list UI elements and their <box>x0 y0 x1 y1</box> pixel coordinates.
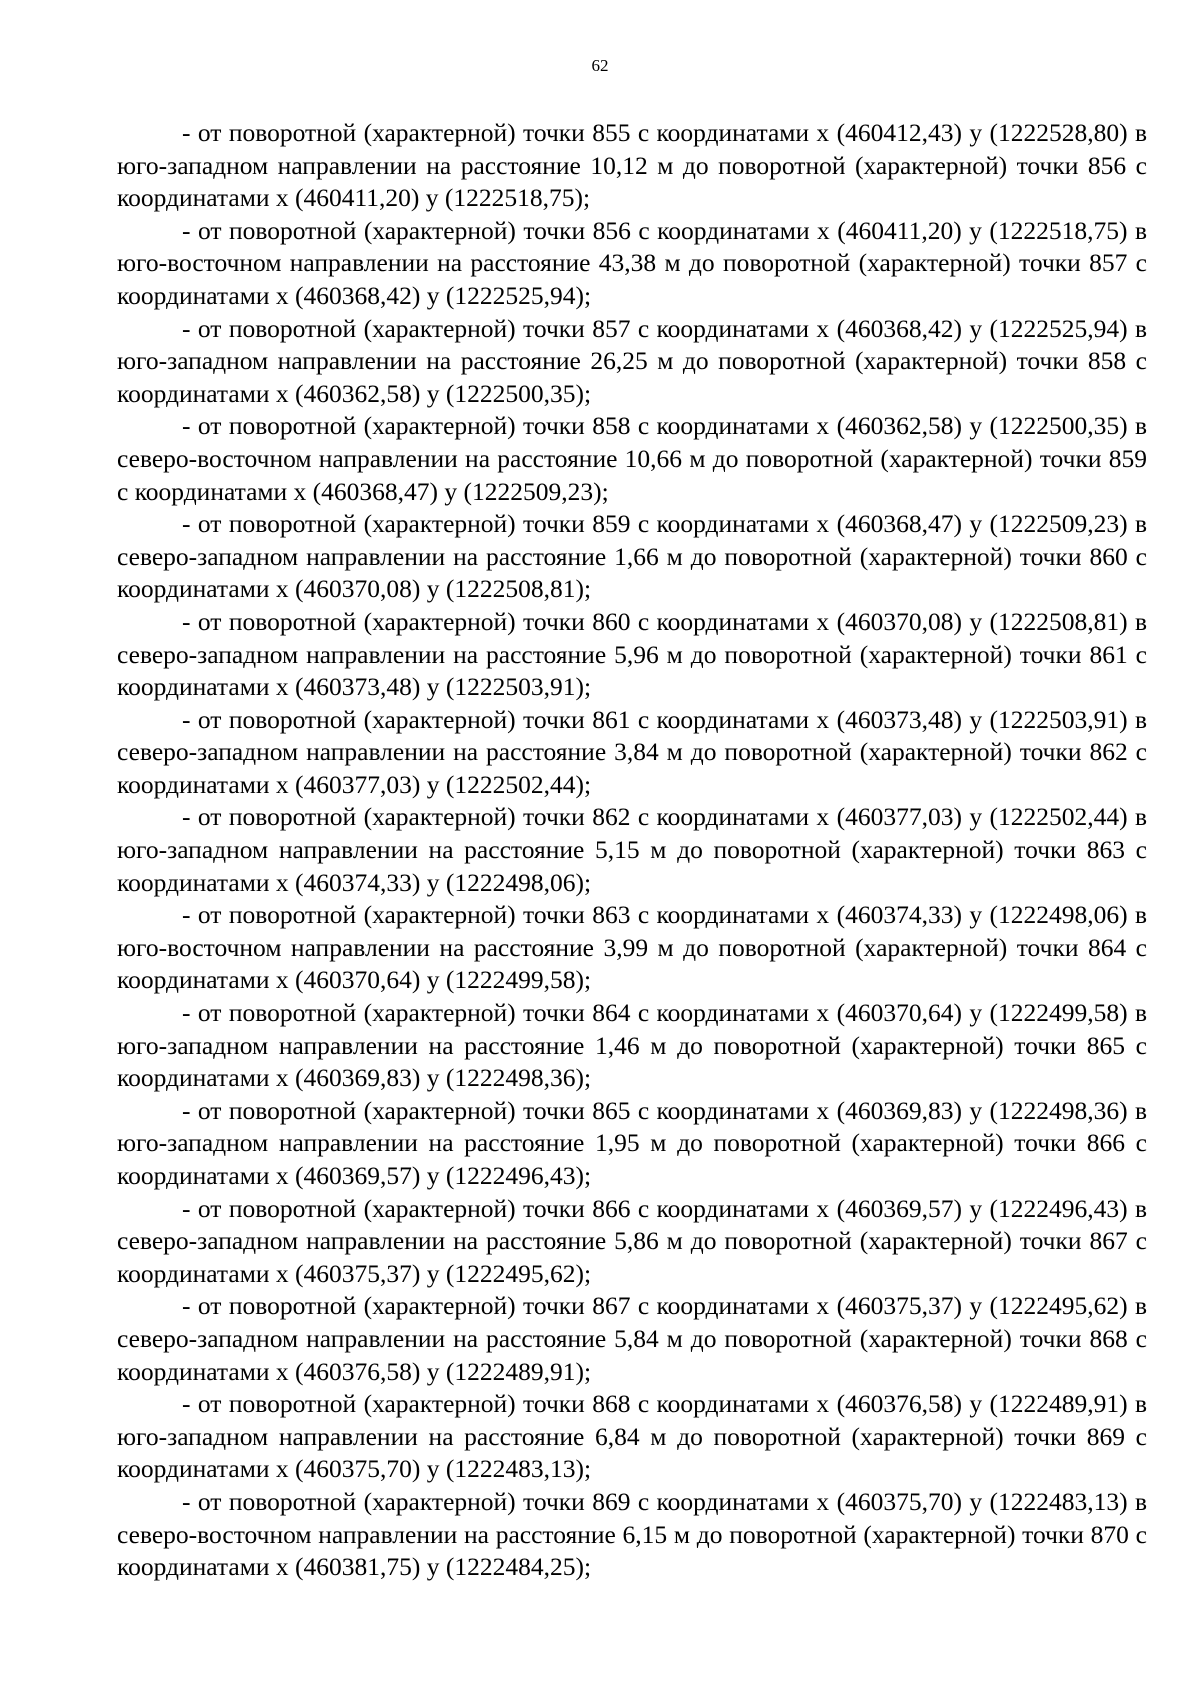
page-number: 62 <box>591 56 609 75</box>
document-body <box>117 117 1147 1584</box>
boundary-paragraph: - от поворотной (характерной) точки 860 с координатами х (460370,08) у (1222508,81) в северо-западном направлении на расстояние 5,96 м до поворотной (характерной) точки 861 с координатами х (460373,48) у (1222503,91); <box>117 606 1147 702</box>
boundary-paragraph: - от поворотной (характерной) точки 858 с координатами х (460362,58) у (1222500,35) в северо-восточном направлении на расстояние 10,66 м до поворотной (характерной) точки 859 с координатами х (460368,47) у (1222509,23); <box>117 411 1147 506</box>
boundary-paragraph: - от поворотной (характерной) точки 868 с координатами х (460376,58) у (1222489,91) в юго-западном направлении на расстояние 6,84 м до поворотной (характерной) точки 869 с координатами х (460375,70) у (1222483,13); <box>117 1389 1147 1484</box>
boundary-paragraph: - от поворотной (характерной) точки 857 с координатами х (460368,42) у (1222525,94) в юго-западном направлении на расстояние 26,25 м до поворотной (характерной) точки 858 с координатами х (460362,58) у (1222500,35); <box>117 313 1147 408</box>
boundary-paragraph: - от поворотной (характерной) точки 859 с координатами х (460368,47) у (1222509,23) в северо-западном направлении на расстояние 1,66 м до поворотной (характерной) точки 860 с координатами х (460370,08) у (1222508,81); <box>117 509 1147 604</box>
boundary-paragraph: - от поворотной (характерной) точки 856 с координатами х (460411,20) у (1222518,75) в юго-восточном направлении на расстояние 43,38 м до поворотной (характерной) точки 857 с координатами х (460368,42) у (1222525,94); <box>117 215 1147 310</box>
boundary-paragraph: - от поворотной (характерной) точки 855 с координатами х (460412,43) у (1222528,80) в юго-западном направлении на расстояние 10,12 м до поворотной (характерной) точки 856 с координатами х (460411,20) у (1222518,75); <box>117 118 1147 213</box>
boundary-paragraph: - от поворотной (характерной) точки 865 с координатами х (460369,83) у (1222498,36) в юго-западном направлении на расстояние 1,95 м до поворотной (характерной) точки 866 с координатами х (460369,57) у (1222496,43); <box>117 1095 1147 1190</box>
boundary-paragraph: - от поворотной (характерной) точки 866 с координатами х (460369,57) у (1222496,43) в северо-западном направлении на расстояние 5,86 м до поворотной (характерной) точки 867 с координатами х (460375,37) у (1222495,62); <box>117 1193 1147 1288</box>
boundary-paragraph: - от поворотной (характерной) точки 863 с координатами х (460374,33) у (1222498,06) в юго-восточном направлении на расстояние 3,99 м до поворотной (характерной) точки 864 с координатами х (460370,64) у (1222499,58); <box>117 900 1147 995</box>
boundary-paragraph: - от поворотной (характерной) точки 867 с координатами х (460375,37) у (1222495,62) в северо-западном направлении на расстояние 5,84 м до поворотной (характерной) точки 868 с координатами х (460376,58) у (1222489,91); <box>117 1291 1147 1386</box>
boundary-paragraph: - от поворотной (характерной) точки 862 с координатами х (460377,03) у (1222502,44) в юго-западном направлении на расстояние 5,15 м до поворотной (характерной) точки 863 с координатами х (460374,33) у (1222498,06); <box>117 802 1147 897</box>
boundary-paragraph: - от поворотной (характерной) точки 869 с координатами х (460375,70) у (1222483,13) в северо-восточном направлении на расстояние 6,15 м до поворотной (характерной) точки 870 с координатами х (460381,75) у (1222484,25); <box>117 1486 1147 1582</box>
boundary-paragraph: - от поворотной (характерной) точки 864 с координатами х (460370,64) у (1222499,58) в юго-западном направлении на расстояние 1,46 м до поворотной (характерной) точки 865 с координатами х (460369,83) у (1222498,36); <box>117 998 1147 1093</box>
boundary-paragraph: - от поворотной (характерной) точки 861 с координатами х (460373,48) у (1222503,91) в северо-западном направлении на расстояние 3,84 м до поворотной (характерной) точки 862 с координатами х (460377,03) у (1222502,44); <box>117 704 1147 799</box>
